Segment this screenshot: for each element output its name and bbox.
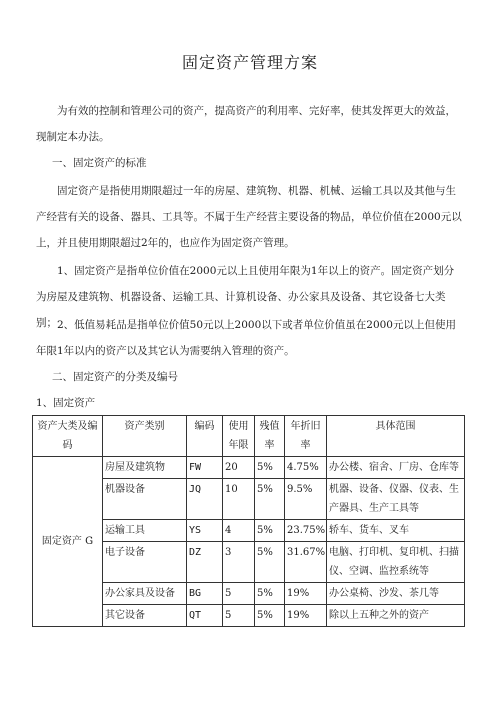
cell-residual: 5% <box>255 520 285 542</box>
cell-category: 运输工具 <box>103 520 187 542</box>
cell-depreciation: 19% <box>285 605 327 627</box>
section2-heading: 二、固定资产的分类及编号 <box>52 371 178 383</box>
cell-residual: 5% <box>255 479 285 520</box>
table-header-row <box>33 416 465 457</box>
cell-depreciation: 9.5% <box>285 479 327 520</box>
page-title: 固定资产管理方案 <box>181 53 318 72</box>
header-life: 使用年限 <box>223 416 255 457</box>
cell-scope: 除以上五种之外的资产 <box>327 605 465 627</box>
cell-residual: 5% <box>255 542 285 583</box>
cell-code: BG <box>187 583 223 605</box>
asset-table <box>32 415 465 627</box>
cell-residual: 5% <box>255 605 285 627</box>
cell-code: YS <box>187 520 223 542</box>
cell-depreciation: 19% <box>285 583 327 605</box>
cell-code: QT <box>187 605 223 627</box>
header-category: 资产类别 <box>103 416 187 457</box>
cell-scope: 办公楼、宿舍、厂房、仓库等 <box>327 457 465 479</box>
cell-category: 电子设备 <box>103 542 187 583</box>
cell-depreciation: 23.75% <box>285 520 327 542</box>
header-depreciation: 年折旧率 <box>285 416 327 457</box>
cell-scope: 轿车、货车、叉车 <box>327 520 465 542</box>
cell-life: 5 <box>223 605 255 627</box>
cell-residual: 5% <box>255 583 285 605</box>
cell-life: 3 <box>223 542 255 583</box>
cell-category: 其它设备 <box>103 605 187 627</box>
header-residual: 残值率 <box>255 416 285 457</box>
cell-scope: 电脑、打印机、复印机、扫描仪、空调、监控系统等 <box>327 542 465 583</box>
cell-depreciation: 4.75% <box>285 457 327 479</box>
table-row <box>33 457 465 479</box>
header-scope: 具体范围 <box>327 416 465 457</box>
cell-scope: 办公桌椅、沙发、茶几等 <box>327 583 465 605</box>
section1-item-2: 2、低值易耗品是指单位价值50元以上2000以下或者单位价值虽在2000元以上但使用年限1年以内的资产以及其它认为需要纳入管理的资产。 <box>36 319 456 357</box>
cell-code: JQ <box>187 479 223 520</box>
cell-residual: 5% <box>255 457 285 479</box>
cell-code: FW <box>187 457 223 479</box>
header-major: 资产大类及编码 <box>33 416 103 457</box>
intro-paragraph: 为有效的控制和管理公司的资产，提高资产的利用率、完好率，使其发挥更大的效益，现制定本办法。 <box>36 105 456 143</box>
cell-scope: 机器、设备、仪器、仪表、生产器具、生产工具等 <box>327 479 465 520</box>
cell-life: 4 <box>223 520 255 542</box>
major-category-cell: 固定资产 G <box>33 457 103 627</box>
section2-subheading: 1、固定资产 <box>36 397 96 409</box>
cell-life: 20 <box>223 457 255 479</box>
cell-category: 办公家具及设备 <box>103 583 187 605</box>
section1-heading: 一、固定资产的标准 <box>52 157 147 169</box>
cell-code: DZ <box>187 542 223 583</box>
section1-paragraph: 固定资产是指使用期限超过一年的房屋、建筑物、机器、机械、运输工具以及其他与生产经营有关的设备、器具、工具等。不属于生产经营主要设备的物品，单位价值在2000元以上，并且使用期限超过2年的，也应作为固定资产管理。 <box>36 185 462 249</box>
cell-category: 房屋及建筑物 <box>103 457 187 479</box>
header-code: 编码 <box>187 416 223 457</box>
cell-category: 机器设备 <box>103 479 187 520</box>
cell-life: 5 <box>223 583 255 605</box>
cell-life: 10 <box>223 479 255 520</box>
section1-item-1: 1、固定资产是指单位价值在2000元以上且使用年限为1年以上的资产。固定资产划分为房屋及建筑物、机器设备、运输工具、计算机设备、办公家具及设备、其它设备七大类别； <box>36 265 455 329</box>
cell-depreciation: 31.67% <box>285 542 327 583</box>
